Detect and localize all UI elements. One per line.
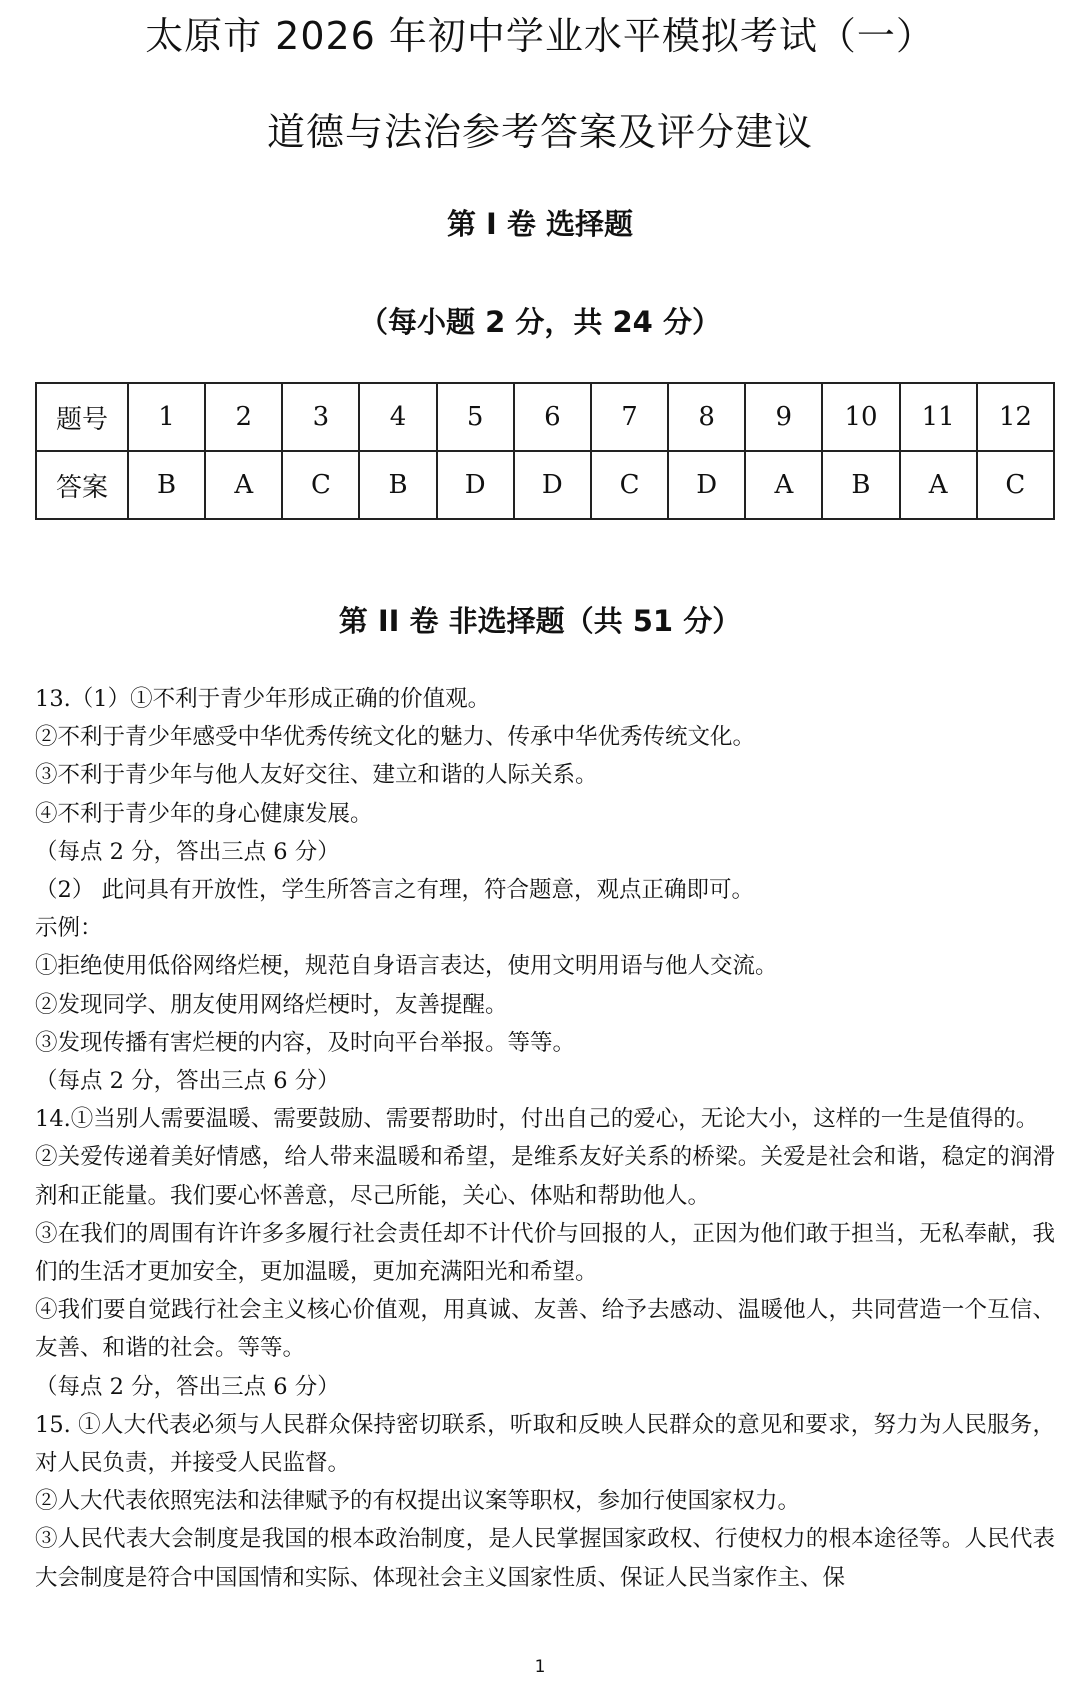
answer-cell: D [668, 451, 745, 519]
answer-cell: C [591, 451, 668, 519]
question-number-cell: 7 [591, 383, 668, 451]
answer-table [35, 382, 1055, 520]
answer-cell: D [514, 451, 591, 519]
answer-line: ④我们要自觉践行社会主义核心价值观，用真诚、友善、给予去感动、温暖他人，共同营造一个互信、友善、和谐的社会。等等。 [35, 1297, 1055, 1362]
question-number-cell: 8 [668, 383, 745, 451]
answer-cell: A [745, 451, 822, 519]
answer-line: 13.（1）①不利于青少年形成正确的价值观。 [35, 686, 491, 712]
scoring-note: （每点 2 分，答出三点 6 分） [35, 1068, 340, 1095]
section-1-score-note: （每小题 2 分，共 24 分） [359, 305, 721, 339]
answer-line: （2） 此问具有开放性，学生所答言之有理，符合题意，观点正确即可。 [35, 877, 754, 904]
answer-line: ②发现同学、朋友使用网络烂梗时，友善提醒。 [35, 991, 508, 1018]
answer-line: ③人民代表大会制度是我国的根本政治制度，是人民掌握国家政权、行使权力的根本途径等。人民代表大会制度是符合中国国情和实际、体现社会主义国家性质、保证人民当家作主、保 [35, 1526, 1055, 1591]
answer-cell: A [900, 451, 977, 519]
row-label-answer: 答案 [36, 451, 128, 519]
answer-line: ②不利于青少年感受中华优秀传统文化的魅力、传承中华优秀传统文化。 [35, 724, 756, 751]
question-number-cell: 9 [745, 383, 822, 451]
question-number-cell: 2 [205, 383, 282, 451]
answer-line: ③在我们的周围有许许多多履行社会责任却不计代价与回报的人，正因为他们敢于担当，无私奉献，我们的生活才更加安全，更加温暖，更加充满阳光和希望。 [35, 1220, 1055, 1286]
answer-line: ②关爱传递着美好情感，给人带来温暖和希望，是维系友好关系的桥梁。关爱是社会和谐，稳定的润滑剂和正能量。我们要心怀善意，尽己所能，关心、体贴和帮助他人。 [35, 1144, 1055, 1209]
question-number-cell: 1 [128, 383, 205, 451]
section-2-heading: 第 II 卷 非选择题（共 51 分） [338, 604, 742, 638]
answer-cell: D [437, 451, 514, 519]
document-subtitle: 道德与法治参考答案及评分建议 [266, 110, 813, 154]
question-number-cell: 11 [900, 383, 977, 451]
answer-line: ③不利于青少年与他人友好交往、建立和谐的人际关系。 [35, 762, 598, 789]
answer-line: 示例： [35, 915, 103, 942]
scoring-note: （每点 2 分，答出三点 6 分） [35, 838, 340, 865]
section-1-heading: 第 I 卷 选择题 [446, 207, 634, 241]
answer-line: ②人大代表依照宪法和法律赋予的有权提出议案等职权，参加行使国家权力。 [35, 1488, 801, 1515]
question-number-cell: 12 [977, 383, 1054, 451]
question-number-cell: 5 [437, 383, 514, 451]
answer-line: ④不利于青少年的身心健康发展。 [35, 800, 373, 827]
question-number-row [36, 383, 1054, 451]
question-number-cell: 6 [514, 383, 591, 451]
question-number-cell: 4 [359, 383, 436, 451]
answer-cell: B [128, 451, 205, 519]
exam-title: 太原市 2026 年初中学业水平模拟考试（一） [145, 14, 935, 58]
scoring-note: （每点 2 分，答出三点 6 分） [35, 1373, 340, 1400]
answer-line: 15. ①人大代表必须与人民群众保持密切联系，听取和反映人民群众的意见和要求，努力为人民服务，对人民负责，并接受人民监督。 [35, 1411, 1055, 1477]
answer-cell: C [282, 451, 359, 519]
answer-cell: B [822, 451, 899, 519]
row-label-question-number: 题号 [36, 383, 128, 451]
answer-line: ①拒绝使用低俗网络烂梗，规范自身语言表达，使用文明用语与他人交流。 [35, 953, 778, 980]
answer-cell: A [205, 451, 282, 519]
answer-cell: C [977, 451, 1054, 519]
question-number-cell: 10 [822, 383, 899, 451]
answer-line: ③发现传播有害烂梗的内容，及时向平台举报。等等。 [35, 1029, 576, 1056]
page-number: 1 [534, 1657, 546, 1677]
answer-body [35, 680, 1055, 1597]
answer-line: 14.①当别人需要温暖、需要鼓励、需要帮助时，付出自己的爱心，无论大小，这样的一生是值得的。 [35, 1106, 1039, 1133]
answer-cell: B [359, 451, 436, 519]
answer-row [36, 451, 1054, 519]
question-number-cell: 3 [282, 383, 359, 451]
